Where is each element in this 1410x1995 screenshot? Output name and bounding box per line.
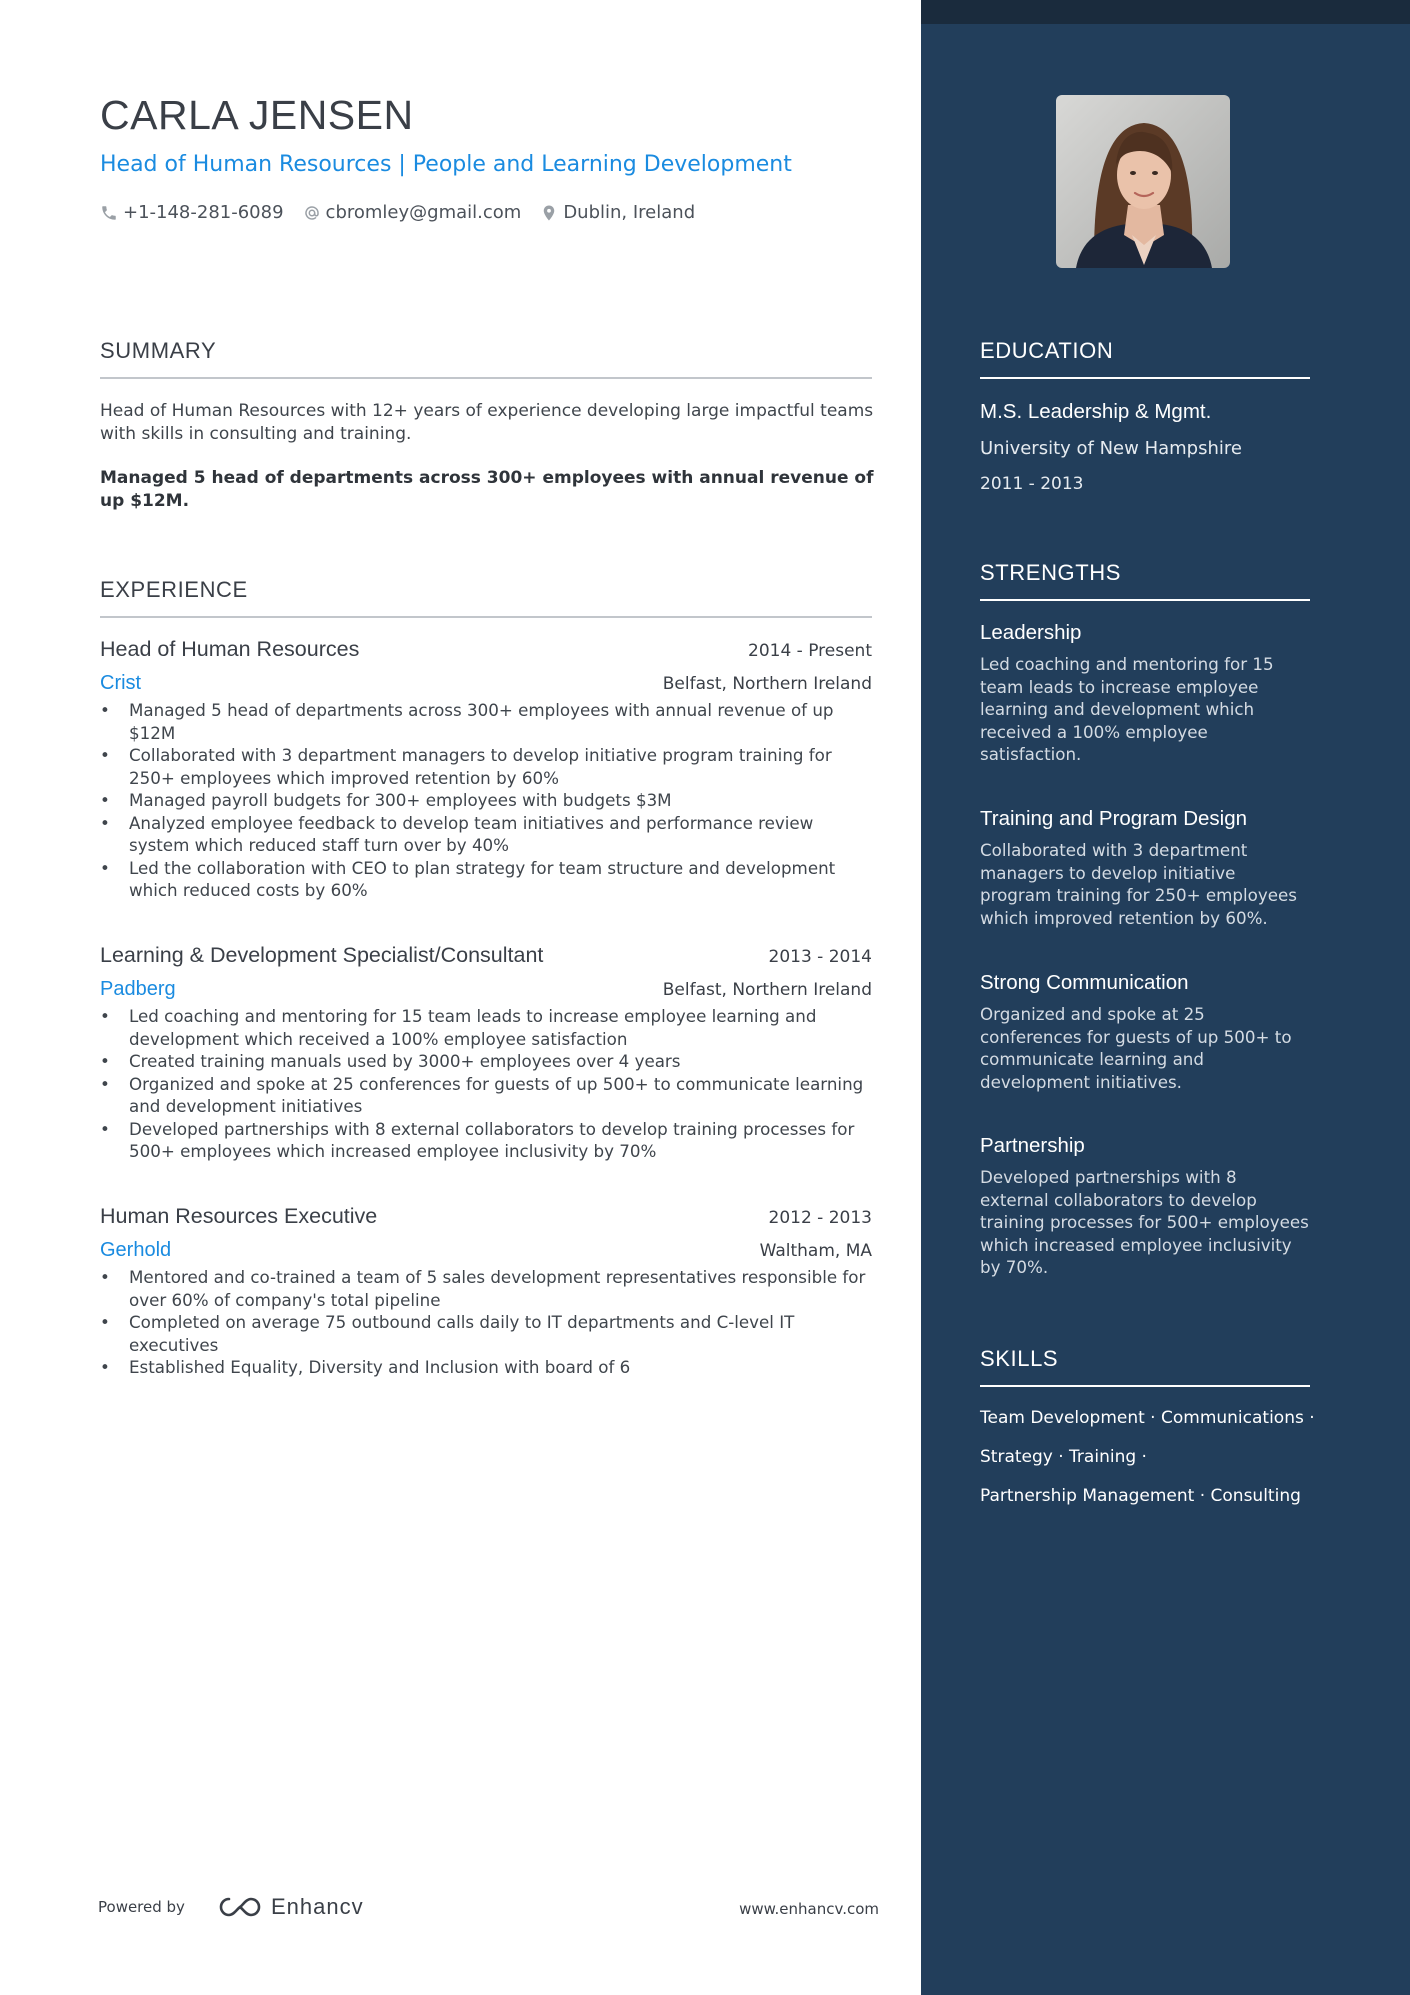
strength-title: Training and Program Design — [980, 807, 1248, 830]
strength-title: Leadership — [980, 621, 1082, 644]
education-section-title: EDUCATION — [980, 338, 1114, 363]
job-bullet: • Completed on average 75 outbound calls daily to IT departments and C-level IT executives — [129, 1311, 872, 1356]
strength-item — [980, 1134, 1310, 1279]
job-bullet: • Mentored and co-trained a team of 5 sales development representatives responsible for over 60% of company's total pipeline — [129, 1266, 872, 1311]
email-text: cbromley@gmail.com — [325, 202, 522, 223]
summary-section-title: SUMMARY — [100, 338, 217, 363]
job-location: Belfast, Northern Ireland — [662, 674, 872, 694]
experience-divider — [100, 616, 872, 618]
sidebar-top-bar — [921, 0, 1410, 24]
job-bullets — [100, 1266, 872, 1379]
experience-section-title: EXPERIENCE — [100, 577, 248, 602]
phone-text: +1-148-281-6089 — [123, 202, 284, 223]
powered-by-label: Powered by — [98, 1898, 185, 1916]
job-bullet: • Led coaching and mentoring for 15 team leads to increase employee learning and development which received a 100% employee satisfaction — [129, 1005, 872, 1050]
skills-line: Team Development · Communications · — [980, 1408, 1315, 1428]
contact-phone — [100, 202, 284, 223]
enhancv-logo-text: Enhancv — [271, 1894, 364, 1919]
contact-row — [100, 202, 714, 223]
strength-description: Led coaching and mentoring for 15 team leads to increase employee learning and development which received a 100% employee satisfaction. — [980, 654, 1274, 764]
job-dates: 2014 - Present — [748, 641, 872, 661]
company-name: Padberg — [100, 978, 176, 1000]
enhancv-logo[interactable] — [217, 1894, 364, 1920]
phone-icon — [100, 204, 118, 222]
skills-divider — [980, 1385, 1310, 1387]
job-location: Belfast, Northern Ireland — [662, 980, 872, 1000]
footer-url-link[interactable]: www.enhancv.com — [739, 1900, 879, 1918]
summary-paragraph: Head of Human Resources with 12+ years of experience developing large impactful teams with skills in consulting and training. — [100, 401, 874, 444]
job-bullet: • Created training manuals used by 3000+ employees over 4 years — [129, 1050, 872, 1073]
profile-photo — [1056, 95, 1230, 268]
skills-line: Strategy · Training · — [980, 1447, 1147, 1467]
job-dates: 2013 - 2014 — [768, 947, 872, 967]
infinity-logo-icon — [217, 1894, 263, 1920]
job-bullet: • Collaborated with 3 department managers to develop initiative program training for 250+ employees which improved retention by 60% — [129, 744, 872, 789]
job-bullet: • Managed 5 head of departments across 300+ employees with annual revenue of up $12M — [129, 699, 872, 744]
degree-name: M.S. Leadership & Mgmt. — [980, 400, 1212, 423]
job-entry — [100, 637, 872, 902]
summary-highlight: Managed 5 head of departments across 300+ employees with annual revenue of up $12M. — [100, 468, 874, 511]
summary-divider — [100, 377, 872, 379]
strength-title: Strong Communication — [980, 971, 1189, 994]
job-location: Waltham, MA — [759, 1241, 872, 1261]
candidate-headline: Head of Human Resources | People and Learning Development — [100, 152, 792, 177]
strength-description: Organized and spoke at 25 conferences for guests of up 500+ to communicate learning and development initiatives. — [980, 1004, 1292, 1092]
job-bullet: • Led the collaboration with CEO to plan strategy for team structure and development which reduced costs by 60% — [129, 857, 872, 902]
job-bullets — [100, 699, 872, 902]
candidate-name: CARLA JENSEN — [100, 92, 414, 138]
job-bullet: • Developed partnerships with 8 external collaborators to develop training processes for 500+ employees which increased employee inclusivity by 70% — [129, 1118, 872, 1163]
job-bullet: • Managed payroll budgets for 300+ employees with budgets $3M — [129, 789, 872, 812]
strengths-divider — [980, 599, 1310, 601]
contact-location — [540, 202, 695, 223]
job-entry — [100, 1204, 872, 1379]
location-text: Dublin, Ireland — [563, 202, 696, 223]
strength-description: Collaborated with 3 department managers to develop initiative program training for 250+ employees which improved retention by 60%. — [980, 840, 1297, 928]
job-dates: 2012 - 2013 — [768, 1208, 872, 1228]
skills-line: Partnership Management · Consulting — [980, 1486, 1301, 1506]
job-bullet: • Organized and spoke at 25 conferences for guests of up 500+ to communicate learning and development initiatives — [129, 1073, 872, 1118]
school-name: University of New Hampshire — [980, 438, 1242, 459]
skills-section-title: SKILLS — [980, 1346, 1059, 1371]
strength-item — [980, 621, 1310, 766]
company-name: Crist — [100, 672, 142, 694]
job-bullet: • Analyzed employee feedback to develop team initiatives and performance review system which reduced staff turn over by 40% — [129, 812, 872, 857]
strength-item — [980, 807, 1310, 929]
contact-email[interactable] — [303, 202, 522, 223]
location-pin-icon — [540, 204, 558, 222]
company-name: Gerhold — [100, 1239, 172, 1261]
education-divider — [980, 377, 1310, 379]
at-icon — [303, 204, 321, 222]
education-years: 2011 - 2013 — [980, 474, 1084, 494]
strengths-section-title: STRENGTHS — [980, 560, 1122, 585]
strength-title: Partnership — [980, 1134, 1085, 1157]
strength-description: Developed partnerships with 8 external collaborators to develop training processes for 500+ employees which increased employee inclusivity by 70%. — [980, 1167, 1309, 1277]
job-entry — [100, 943, 872, 1163]
job-title: Human Resources Executive — [100, 1204, 378, 1228]
strength-item — [980, 971, 1310, 1093]
job-title: Head of Human Resources — [100, 637, 360, 661]
job-bullet: • Established Equality, Diversity and Inclusion with board of 6 — [129, 1356, 872, 1379]
profile-portrait-image — [1056, 95, 1230, 268]
job-title: Learning & Development Specialist/Consultant — [100, 943, 544, 967]
job-bullets — [100, 1005, 872, 1163]
